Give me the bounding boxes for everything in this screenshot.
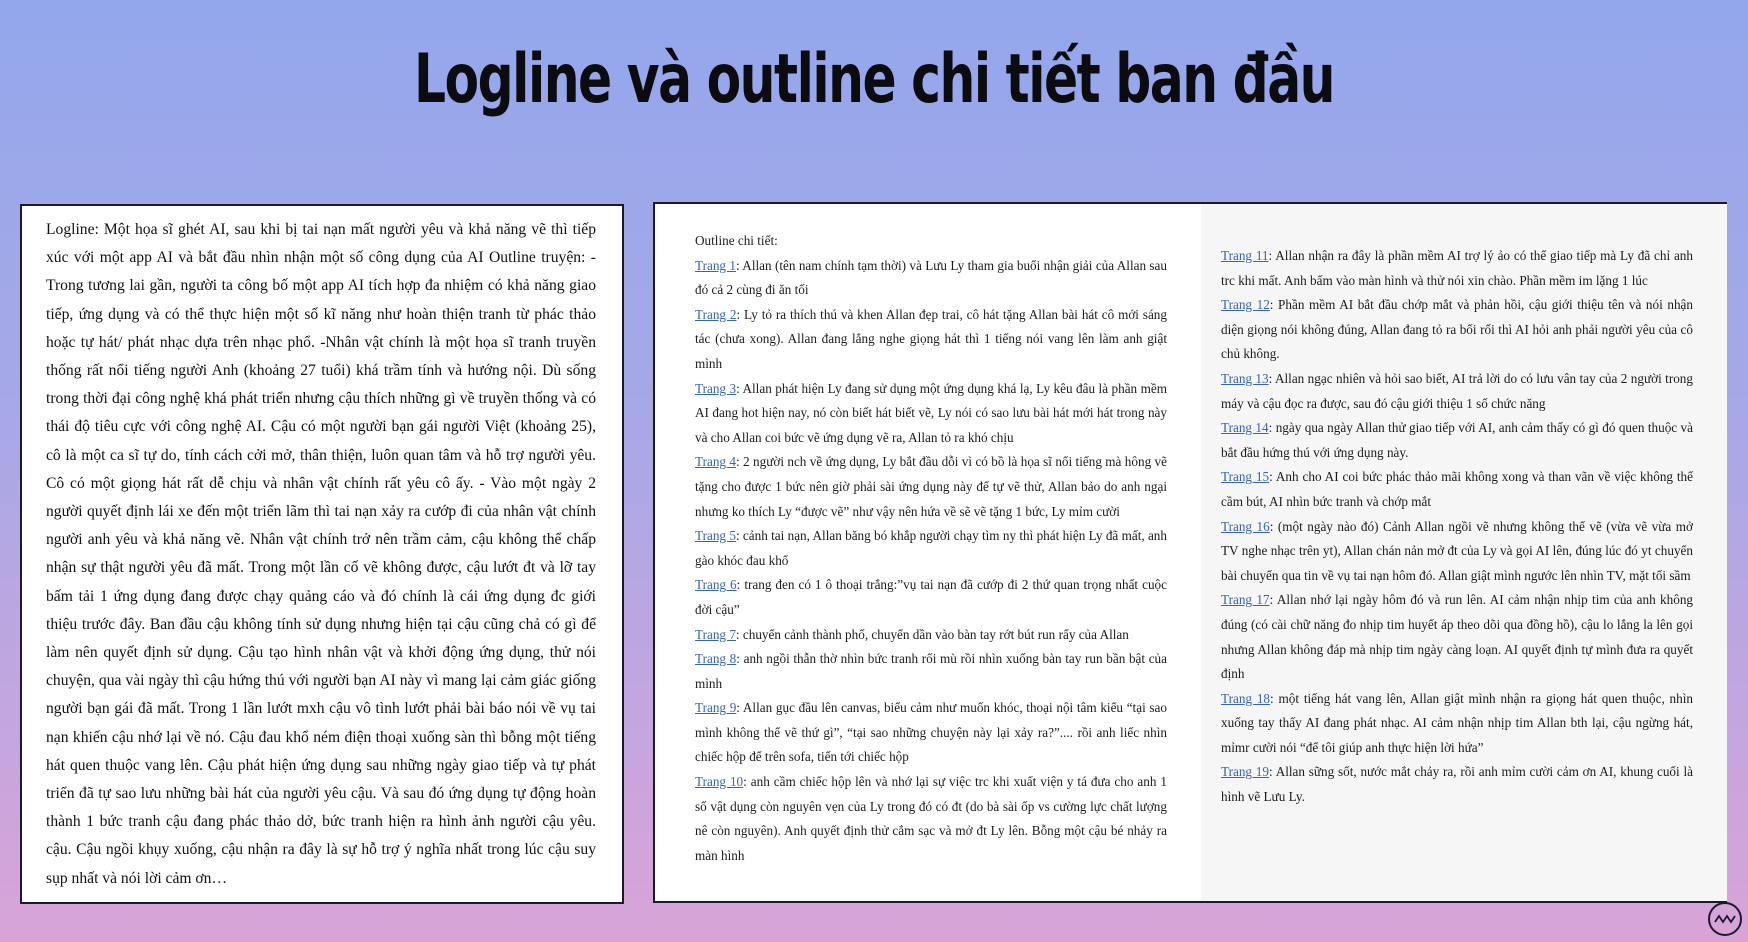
outline-item-text: : một tiếng hát vang lên, Allan giật mình nhận ra giọng hát quen thuộc, nhìn xuống tay thấy AI đang phát nhạc. AI cảm nhận nhịp tim Allan bth lại, cậu ngừng hát, mỉmr cười nói “để tôi giúp anh thực hiện lời hứa” <box>1221 690 1694 755</box>
page-link[interactable]: Trang 11 <box>1221 248 1269 263</box>
page-link[interactable]: Trang 18 <box>1221 690 1271 706</box>
outline-item-text: : cảnh tai nạn, Allan băng bó khắp người chạy tìm ny thì phát hiện Ly đã mất, anh gào khóc đau khổ <box>695 528 1167 568</box>
outline-item <box>1221 244 1693 293</box>
outline-item-text: : Allan sững sốt, nước mắt chảy ra, rồi anh mỉm cười cảm ơn AI, khung cuối là hình vẽ Lưu Ly. <box>1221 764 1693 805</box>
outline-item <box>695 450 1167 524</box>
outline-item <box>1221 367 1693 416</box>
page-link[interactable]: Trang 10 <box>695 774 744 790</box>
page-link[interactable]: Trang 16 <box>1221 518 1270 534</box>
page-link[interactable]: Trang 5 <box>695 528 736 544</box>
outline-item <box>1221 760 1693 809</box>
outline-item <box>695 377 1167 451</box>
logline-panel <box>20 204 624 904</box>
outline-item <box>695 524 1167 573</box>
outline-item <box>1221 687 1693 761</box>
outline-item-text: : Allan nhớ lại ngày hôm đó và run lên. AI cảm nhận nhịp tim của anh không đúng (có cài chữ năng đo nhịp tim huyết áp theo dõi qua đồng hồ), cậu lo lắng la lên gọi nhưng Allan không đáp mà nhịp tim ngày càng loạn. AI quyết định tự mình đưa ra quyết định <box>1221 592 1694 682</box>
outline-item <box>1221 588 1693 686</box>
page-link[interactable]: Trang 1 <box>695 257 736 273</box>
page-link[interactable]: Trang 17 <box>1221 592 1270 608</box>
outline-item-text: : Allan ngạc nhiên và hỏi sao biết, AI trả lời do có lưu vân tay của 2 người trong máy và cậu đọc ra được, sau đó cậu giới thiệu 1 số chức năng <box>1221 370 1693 411</box>
page-link[interactable]: Trang 8 <box>695 651 737 667</box>
outline-item-text: : Anh cho AI coi bức phác thảo mãi không xong và than vãn về việc không thể cầm bút, AI nhìn bức tranh và chớp mắt <box>1221 469 1693 509</box>
outline-item <box>695 254 1167 303</box>
outline-item-text: : Allan nhận ra đây là phần mềm AI trợ lý ảo có thể giao tiếp mà Ly đã chỉ anh trc khi mất. Anh bấm vào màn hình và thử nói xin chào. Phần mềm im lặng 1 lúc <box>1221 248 1693 288</box>
outline-item <box>695 647 1167 696</box>
outline-item <box>695 696 1167 770</box>
wave-mark-icon <box>1714 913 1736 925</box>
page-link[interactable]: Trang 19 <box>1221 764 1269 780</box>
outline-item-text: : chuyển cảnh thành phố, chuyển dần vào bàn tay rớt bút run rẩy của Allan <box>735 626 1129 642</box>
outline-item <box>1221 416 1693 465</box>
outline-item-text: : (một ngày nào đó) Cảnh Allan ngồi vẽ nhưng không thể vẽ (vừa vẽ vừa mở TV nghe nhạc trên yt), Allan chán nản mở đt của Ly và gọi AI lên, đúng lúc đó yt chuyển bài chuyển qua tin về vụ tai nạn hôm đó. Allan giật mình ngước lên nhìn TV, mặt tối sầm <box>1221 518 1693 583</box>
page-link[interactable]: Trang 4 <box>695 454 736 470</box>
outline-item-text: : Allan gục đầu lên canvas, biểu cảm như muốn khóc, thoại nội tâm kiểu “tại sao mình không thể vẽ thứ gì”, “tại sao những chuyện này lại xảy ra?”.... rồi anh liếc nhìn chiếc hộp để trên sofa, tiến tới chiếc hộp <box>695 700 1167 765</box>
logo-circle-icon <box>1708 902 1742 936</box>
outline-item <box>695 770 1167 868</box>
outline-panel <box>653 202 1727 903</box>
page-link[interactable]: Trang 13 <box>1221 370 1269 386</box>
outline-item <box>1221 465 1693 514</box>
page-link[interactable]: Trang 9 <box>695 700 737 716</box>
outline-item-text: : Allan phát hiện Ly đang sử dụng một ứng dụng khá lạ, Ly kêu đâu là phần mềm AI đang hot hiện nay, nó còn biết hát biết vẽ, Ly nói có sao lưu bài hát mới hát trong này và cho Allan coi bức vẽ ứng dụng vẽ ra, Allan tỏ ra khó chịu <box>695 380 1167 445</box>
outline-item <box>695 623 1167 648</box>
outline-column-right <box>1221 244 1693 810</box>
page-link[interactable]: Trang 2 <box>695 306 737 322</box>
outline-item-text: : anh ngồi thẫn thờ nhìn bức tranh rối mù rồi nhìn xuống bàn tay run bần bật của mình <box>695 651 1168 691</box>
page-title: Logline và outline chi tiết ban đầu <box>413 40 1335 119</box>
outline-item <box>695 573 1167 622</box>
outline-item-text: : Phần mềm AI bắt đầu chớp mắt và phản hồi, cậu giới thiệu tên và nói nhận diện giọng nói không đúng, Allan đang tỏ ra bối rối thì AI hỏi anh phải người yêu của cô chủ không. <box>1221 297 1693 362</box>
logline-text: Logline: Một họa sĩ ghét AI, sau khi bị tai nạn mất người yêu và khả năng vẽ thì tiếp xúc với một app AI và bắt đầu nhìn nhận một số công dụng của AI Outline truyện: - Trong tương lai gần, người ta công bố một app AI tích hợp đa nhiệm có khả năng giao tiếp, ứng dụng và có thể thực hiện một số kĩ năng như hoàn thiện tranh từ phác thảo hoặc tự hát/ phát nhạc dựa trên nhạc phổ. -Nhân vật chính là một họa sĩ tranh truyền thống rất nổi tiếng người Anh (khoảng 27 tuổi) khá trầm tính và hướng nội. Dù sống trong thời đại công nghệ khá phát triển nhưng cậu thích những gì về truyền thống và có thái độ tiêu cực với công nghệ AI. Cậu có một người bạn gái người Việt (khoảng 25), cô là một ca sĩ tự do, tính cách cởi mở, thân thiện, luôn quan tâm và hỗ trợ người yêu. Cô có một giọng hát rất dễ chịu và nhân vật chính rất yêu cô ấy. - Vào một ngày 2 người quyết định lái xe đến một triển lãm thì tai nạn xảy ra cướp đi của nhân vật chính người anh yêu và khả năng vẽ. Nhân vật chính trở nên trầm cảm, cậu không thể chấp nhận sự thật người yêu đã mất. Trong một lần cố vẽ không được, cậu lướt đt và lỡ tay bấm tải 1 ứng dụng đang được chạy quảng cáo và đó chính là cái ứng dụng đc giới thiệu trước đây. Ban đầu cậu không tính sử dụng nhưng hiện tại cậu cũng chả có gì để làm nên quyết định sử dụng. Cậu tạo hình nhân vật và khởi động ứng dụng, thử nói chuyện, qua vài ngày thì cậu hứng thú với người bạn AI này vì mang lại cảm giác giống người bạn gái đã mất. Trong 1 lần lướt mxh cậu vô tình lướt phải bài báo nói về vụ tai nạn khiến cậu nhớ lại về nó. Cậu đau khổ ném điện thoại xuống sàn thì bỗng một tiếng hát quen thuộc vang lên. Cậu phát hiện ứng dụng sau những ngày giao tiếp và tự phát triển đã tự sao lưu những bài hát của người yêu cậu. Và sau đó ứng dụng tự động hoàn thành 1 bức tranh cậu đang phác thảo dở, bức tranh hiện ra hình ảnh người cậu yêu. cậu. Cậu ngồi khụy xuống, cậu nhận ra đây là sự hỗ trợ ý nghĩa nhất trong lúc cậu suy sụp nhất và nói lời cảm ơn… <box>46 221 596 887</box>
outline-item-text: : Allan (tên nam chính tạm thời) và Lưu Ly tham gia buổi nhận giải của Allan sau đó cả 2 cùng đi ăn tối <box>695 257 1168 298</box>
outline-item <box>1221 515 1693 589</box>
page-link[interactable]: Trang 14 <box>1221 420 1269 436</box>
page-link[interactable]: Trang 3 <box>695 380 737 396</box>
page-link[interactable]: Trang 12 <box>1221 297 1270 313</box>
outline-item-text: : anh cầm chiếc hộp lên và nhớ lại sự việc trc khi xuất viện y tá đưa cho anh 1 số vật dụng còn nguyên vẹn của Ly trong đó có đt (do bà sài ốp vs cường lực chất lượng nê còn nguyên). Anh quyết định thử cắm sạc và mở đt Ly lên. Bỗng một cậu bé nhảy ra màn hình <box>695 774 1167 863</box>
outline-item <box>1221 293 1693 367</box>
outline-item-text: : 2 người nch về ứng dụng, Ly bắt đầu dỗi vì có bồ là họa sĩ nổi tiếng mà hông vẽ tặng cho được 1 bức nên giờ phải sài ứng dụng này để tự vẽ thử, Allan bảo do anh ngại nhưng ko thích Ly “được vẽ” như vậy nên hứa về sẽ vẽ tặng 1 bức, Ly mỉm cười <box>695 454 1167 519</box>
outline-item-text: : trang đen có 1 ô thoại trắng:”vụ tai nạn đã cướp đi 2 thứ quan trọng nhất cuộc đời cậu” <box>695 577 1168 617</box>
outline-item-text: : ngày qua ngày Allan thử giao tiếp với AI, anh cảm thấy có gì đó quen thuộc và bắt đầu hứng thú với ứng dụng này. <box>1221 420 1694 460</box>
outline-item-text: : Ly tỏ ra thích thú và khen Allan đẹp trai, cô hát tặng Allan bài hát cô mới sáng tác (chưa xong). Allan đang lắng nghe giọng hát thì 1 tiếng nói vang lên làm anh giật mình <box>695 306 1167 371</box>
outline-heading: Outline chi tiết: <box>695 233 778 248</box>
outline-item <box>695 303 1167 377</box>
page-link[interactable]: Trang 15 <box>1221 469 1270 485</box>
page-link[interactable]: Trang 6 <box>695 577 737 593</box>
outline-column-left <box>695 229 1167 868</box>
page-link[interactable]: Trang 7 <box>695 626 736 642</box>
